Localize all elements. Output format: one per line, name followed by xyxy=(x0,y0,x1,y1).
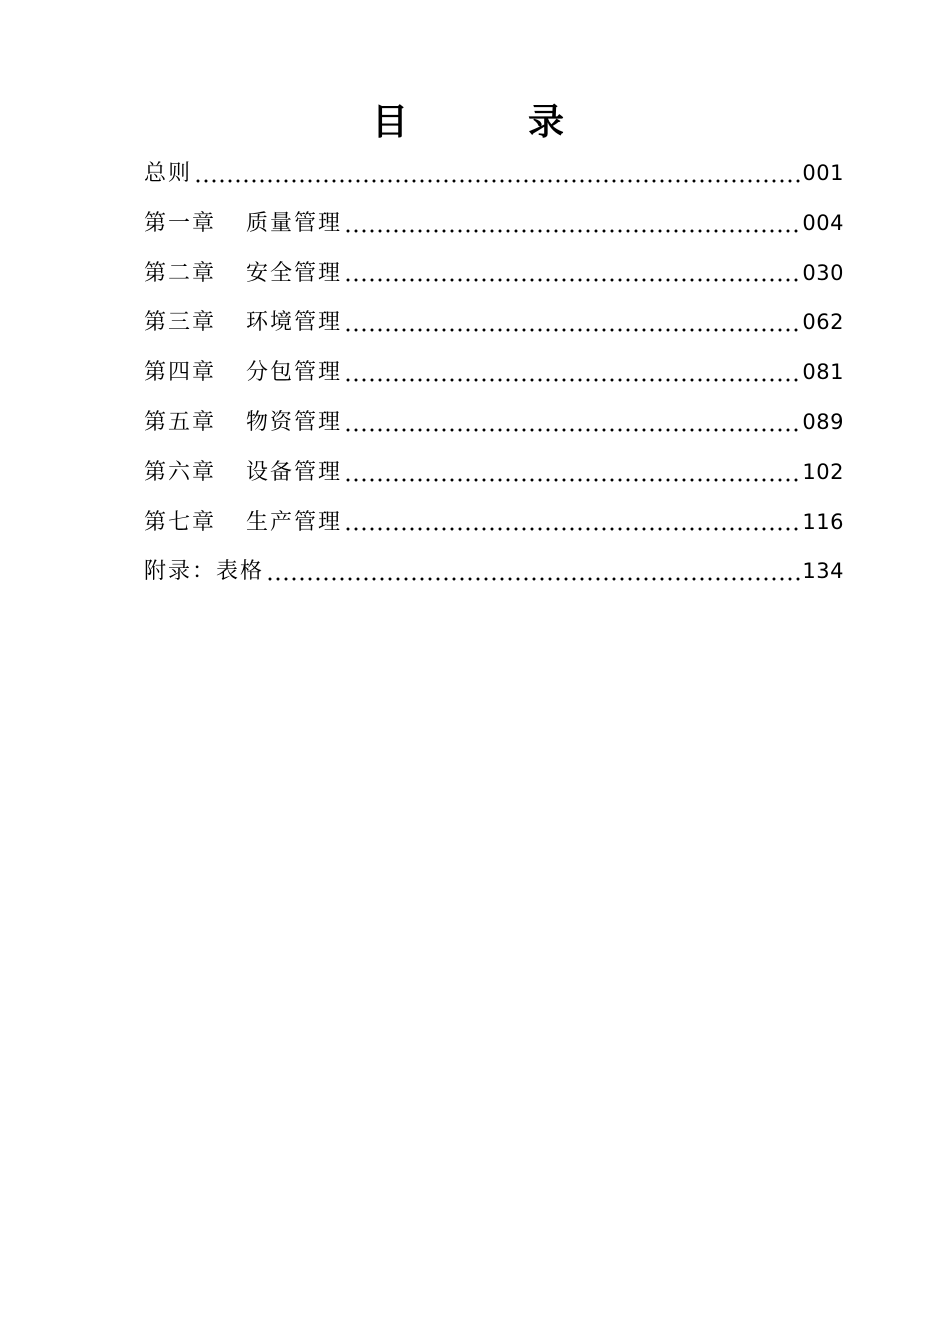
toc-chapter-number: 第二章 xyxy=(144,260,217,286)
page-title: 目 录 xyxy=(371,102,606,143)
dot-leader xyxy=(344,229,800,233)
toc-chapter-number: 第六章 xyxy=(144,459,217,485)
toc-chapter-number: 第七章 xyxy=(144,509,217,535)
dot-leader xyxy=(194,179,800,183)
dot-leader xyxy=(344,527,800,531)
toc-page-number: 081 xyxy=(802,360,844,385)
toc-chapter-number: 第三章 xyxy=(144,310,217,336)
toc-page-number: 102 xyxy=(802,459,844,484)
toc-entry-appendix[interactable] xyxy=(144,553,844,603)
toc-entry-chapter-3[interactable] xyxy=(144,304,844,354)
toc-entry-label: 分包管理 xyxy=(246,360,343,386)
dot-leader xyxy=(344,478,800,482)
toc-chapter-number: 第四章 xyxy=(144,360,217,386)
toc-entry-label: 质量管理 xyxy=(246,210,343,236)
dot-leader xyxy=(344,428,800,432)
toc-entry-chapter-2[interactable] xyxy=(144,255,844,305)
toc-entry-label: 总则 xyxy=(144,161,193,186)
toc-entry-general[interactable] xyxy=(144,155,844,205)
dot-leader xyxy=(344,278,800,282)
table-of-contents xyxy=(144,155,844,603)
toc-page-number: 004 xyxy=(802,210,844,235)
toc-chapter-number: 第一章 xyxy=(144,210,217,236)
toc-entry-label: 设备管理 xyxy=(246,459,343,485)
toc-entry-chapter-5[interactable] xyxy=(144,404,844,454)
toc-entry-label: 附录：表格 xyxy=(144,559,265,585)
toc-entry-chapter-7[interactable] xyxy=(144,504,844,554)
toc-entry-label: 环境管理 xyxy=(246,310,343,336)
toc-entry-chapter-6[interactable] xyxy=(144,454,844,504)
toc-entry-label: 安全管理 xyxy=(246,260,343,286)
toc-page-number: 030 xyxy=(802,260,844,285)
dot-leader xyxy=(344,328,800,332)
toc-page-number: 001 xyxy=(802,161,844,185)
toc-chapter-number: 第五章 xyxy=(144,409,217,435)
toc-entry-label: 物资管理 xyxy=(246,409,343,435)
toc-page-number: 134 xyxy=(802,559,844,584)
dot-leader xyxy=(344,378,800,382)
toc-entry-chapter-4[interactable] xyxy=(144,354,844,404)
toc-entry-label: 生产管理 xyxy=(246,509,343,535)
toc-page-number: 062 xyxy=(802,310,844,335)
toc-entry-chapter-1[interactable] xyxy=(144,205,844,255)
toc-page-number: 089 xyxy=(802,409,844,434)
toc-page-number: 116 xyxy=(802,509,844,534)
dot-leader xyxy=(266,577,800,581)
